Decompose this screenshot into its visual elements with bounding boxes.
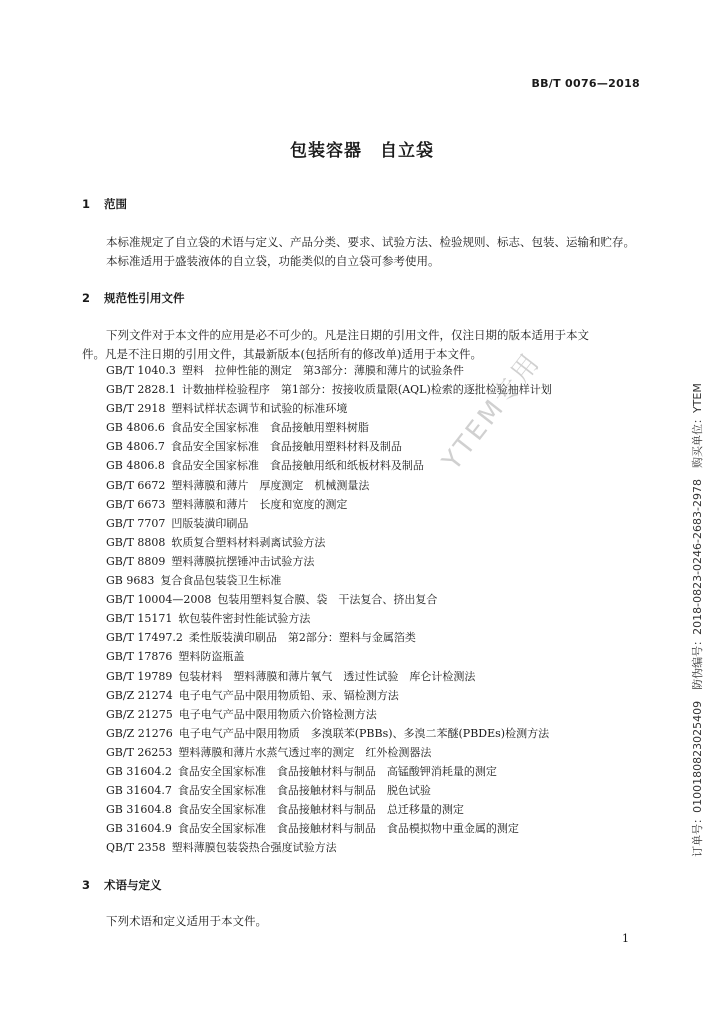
reference-title: 软质复合塑料材料剥离试验方法 — [171, 535, 326, 549]
reference-item — [106, 495, 552, 514]
reference-code: QB/T 2358 — [106, 841, 166, 855]
reference-item — [106, 819, 552, 838]
reference-code: GB 4806.7 — [106, 440, 165, 454]
reference-title: 凹版装潢印刷品 — [171, 516, 249, 530]
reference-code: GB/T 2828.1 — [106, 383, 176, 397]
reference-title: 电子电气产品中限用物质 多溴联苯(PBBs)、多溴二苯醚(PBDEs)检测方法 — [178, 726, 550, 740]
reference-title: 柔性版装潢印刷品 第2部分：塑料与金属箔类 — [188, 631, 416, 645]
reference-title: 复合食品包装袋卫生标准 — [160, 574, 282, 588]
section-2-intro-line-1: 下列文件对于本文件的应用是必不可少的。凡是注日期的引用文件，仅注日期的版本适用于本文 — [106, 328, 589, 342]
reference-title: 食品安全国家标准 食品接触用纸和纸板材料及制品 — [170, 459, 424, 473]
reference-code: GB/T 1040.3 — [106, 364, 176, 377]
order-info-side-text: 订单号：0100180823025409 防伪编号：2018-0823-0246-2683-2978 购买单位：YTEM — [691, 383, 704, 857]
reference-item — [106, 686, 552, 705]
reference-code: GB/T 15171 — [106, 612, 173, 626]
reference-item — [106, 361, 552, 380]
standard-code: BB/T 0076—2018 — [531, 77, 640, 90]
reference-code: GB 4806.6 — [106, 421, 165, 435]
reference-title: 电子电气产品中限用物质铅、汞、镉检测方法 — [178, 688, 399, 702]
reference-title: 塑料薄膜和薄片水蒸气透过率的测定 红外检测器法 — [178, 745, 432, 759]
reference-item — [106, 667, 552, 686]
reference-code: GB/Z 21276 — [106, 726, 173, 740]
reference-title: 包装材料 塑料薄膜和薄片氧气 透过性试验 库仑计检测法 — [178, 669, 476, 683]
reference-title: 计数抽样检验程序 第1部分：按接收质量限(AQL)检索的逐批检验抽样计划 — [181, 383, 552, 397]
reference-code: GB/T 26253 — [106, 745, 173, 759]
reference-title: 食品安全国家标准 食品接触材料与制品 食品模拟物中重金属的测定 — [177, 822, 519, 836]
reference-title: 食品安全国家标准 食品接触用塑料材料及制品 — [170, 440, 402, 454]
reference-item — [106, 476, 552, 495]
reference-title: 塑料薄膜和薄片 厚度测定 机械测量法 — [171, 478, 370, 492]
reference-title: 包装用塑料复合膜、袋 干法复合、挤出复合 — [217, 593, 438, 607]
reference-code: GB/T 7707 — [106, 516, 166, 530]
reference-title: 食品安全国家标准 食品接触材料与制品 脱色试验 — [177, 784, 431, 798]
reference-code: GB 31604.7 — [106, 784, 172, 798]
section-3-heading — [82, 877, 162, 893]
reference-item — [106, 724, 552, 743]
section-title: 范围 — [104, 197, 127, 211]
reference-item — [106, 705, 552, 724]
reference-code: GB/T 8808 — [106, 535, 166, 549]
reference-title: 塑料试样状态调节和试验的标准环境 — [171, 402, 348, 416]
reference-code: GB/T 6673 — [106, 497, 166, 511]
reference-title: 软包装件密封性能试验方法 — [178, 612, 311, 626]
reference-item — [106, 514, 552, 533]
reference-code: GB/T 2918 — [106, 402, 166, 416]
reference-item — [106, 456, 552, 475]
reference-code: GB/T 19789 — [106, 669, 173, 683]
reference-code: GB 31604.2 — [106, 764, 172, 778]
reference-item — [106, 571, 552, 590]
section-2-intro-line-2: 件。凡是不注日期的引用文件，其最新版本(包括所有的修改单)适用于本文件。 — [82, 347, 482, 361]
reference-item — [106, 838, 552, 857]
reference-item — [106, 762, 552, 781]
section-1-heading — [82, 196, 127, 212]
document-title: 包装容器 自立袋 — [290, 141, 434, 161]
section-2-heading — [82, 290, 185, 306]
reference-code: GB/T 8809 — [106, 554, 166, 568]
reference-code: GB 9683 — [106, 574, 155, 588]
reference-item — [106, 781, 552, 800]
reference-code: GB/T 17876 — [106, 650, 173, 664]
reference-title: 塑料 拉伸性能的测定 第3部分：薄膜和薄片的试验条件 — [181, 364, 464, 377]
reference-code: GB/T 17497.2 — [106, 631, 183, 645]
section-title: 术语与定义 — [104, 878, 162, 892]
reference-title: 食品安全国家标准 食品接触材料与制品 总迁移量的测定 — [177, 803, 464, 817]
reference-title: 塑料防盗瓶盖 — [178, 650, 245, 664]
section-number: 1 — [82, 197, 91, 211]
reference-item — [106, 609, 552, 628]
reference-code: GB/Z 21274 — [106, 688, 173, 702]
reference-title: 塑料薄膜抗摆锤冲击试验方法 — [171, 554, 315, 568]
reference-item — [106, 800, 552, 819]
reference-item — [106, 552, 552, 571]
reference-code: GB/Z 21275 — [106, 707, 173, 721]
reference-item — [106, 628, 552, 647]
reference-title: 塑料薄膜和薄片 长度和宽度的测定 — [171, 497, 348, 511]
watermark: YTEM专用 — [436, 346, 548, 477]
reference-code: GB/T 6672 — [106, 478, 166, 492]
section-1-line-2: 本标准适用于盛装液体的自立袋，功能类似的自立袋可参考使用。 — [106, 254, 440, 268]
reference-title: 食品安全国家标准 食品接触用塑料树脂 — [170, 421, 369, 435]
section-title: 规范性引用文件 — [104, 291, 185, 305]
reference-item — [106, 533, 552, 552]
section-number: 2 — [82, 291, 91, 305]
section-3-intro: 下列术语和定义适用于本文件。 — [106, 914, 267, 928]
section-number: 3 — [82, 878, 91, 892]
reference-item — [106, 647, 552, 666]
reference-code: GB 4806.8 — [106, 459, 165, 473]
reference-title: 电子电气产品中限用物质六价铬检测方法 — [178, 707, 377, 721]
reference-code: GB 31604.9 — [106, 822, 172, 836]
page-number: 1 — [622, 932, 629, 945]
reference-title: 塑料薄膜包装袋热合强度试验方法 — [171, 841, 337, 855]
reference-item — [106, 590, 552, 609]
reference-code: GB 31604.8 — [106, 803, 172, 817]
reference-item — [106, 743, 552, 762]
reference-title: 食品安全国家标准 食品接触材料与制品 高锰酸钾消耗量的测定 — [177, 764, 497, 778]
section-1-line-1: 本标准规定了自立袋的术语与定义、产品分类、要求、试验方法、检验规则、标志、包装、运输和贮存。 — [106, 235, 635, 249]
reference-code: GB/T 10004—2008 — [106, 593, 212, 607]
